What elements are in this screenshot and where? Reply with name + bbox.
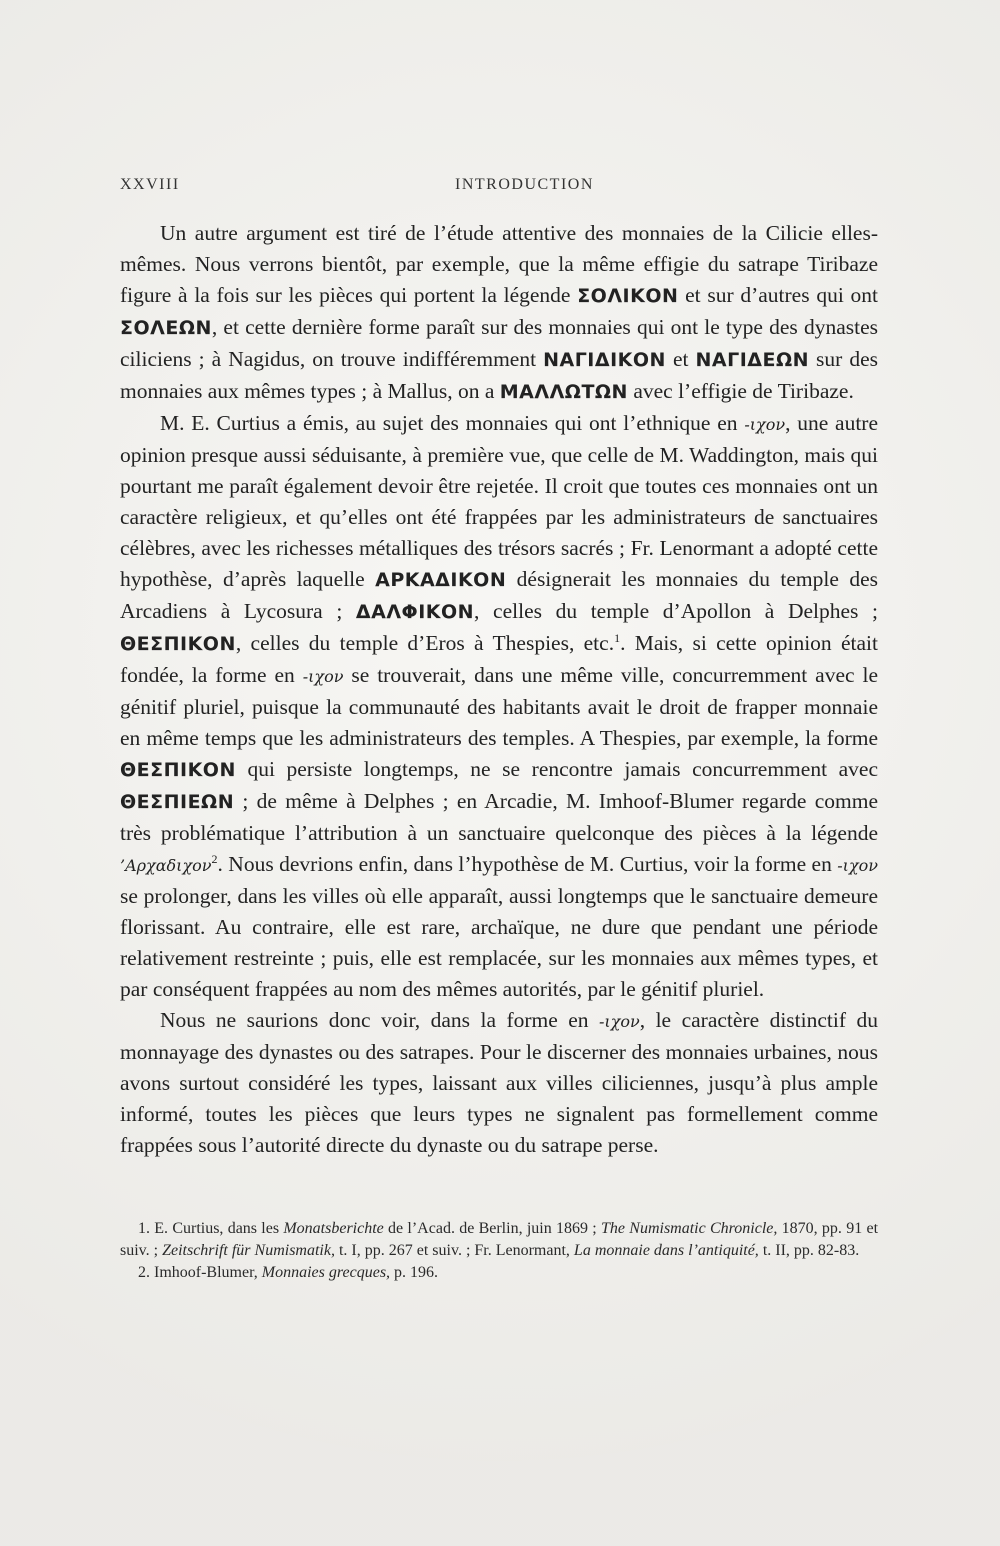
text-run: et sur d’autres qui ont xyxy=(678,283,878,307)
italic-title: La monnaie dans l’antiquité, xyxy=(573,1242,759,1259)
greek-word: ’Αρχαδιχον xyxy=(120,856,212,875)
italic-title: The Numismatic Chronicle, xyxy=(601,1220,778,1237)
text-run: t. I, pp. 267 et suiv. ; Fr. Lenormant, xyxy=(334,1242,574,1259)
text-run: . Nous devrions enfin, dans l’hypothèse de M. Curtius, voir la forme en xyxy=(217,852,838,876)
text-run: 2. Imhoof-Blumer, xyxy=(138,1264,262,1281)
text-run: t. II, pp. 82-83. xyxy=(758,1242,860,1259)
greek-suffix: -ιχον xyxy=(837,856,878,875)
text-run: , une autre opinion presque aussi séduisante, à première vue, que celle de M. Waddington, mais qui pourtant me paraît également devoir être rejetée. Il croit que toutes ces monnaies ont un caractère religieux, et qu’elles ont été frappées par les administrateurs de sanctuaires célèbres, avec les richesses métalliques des trésors sacrés ; Fr. Lenormant a adopté cette hypothèse, d’après laquelle xyxy=(120,411,879,591)
text-run: avec l’effigie de Tiribaze. xyxy=(627,379,854,403)
text-run: désignerait les monnaies du temple des Arcadiens à Lycosura ; xyxy=(120,567,878,623)
italic-title: Monnaies grecques, xyxy=(261,1264,391,1281)
text-run: , et cette dernière forme paraît sur des monnaies qui ont le type des dynastes ciliciens ; à Nagidus, on trouve indifféremment xyxy=(120,315,878,371)
greek-legend: ΜΑΛΛΩΤΩΝ xyxy=(499,381,628,403)
text-run: qui persiste longtemps, ne se rencontre jamais concurremment avec xyxy=(235,757,878,781)
text-run: . Mais, si cette opinion était fondée, la forme en xyxy=(120,631,879,687)
greek-legend: ΣΟΛΙΚΟΝ xyxy=(577,285,679,307)
greek-suffix: -ιχον xyxy=(599,1012,640,1031)
text-run: se trouverait, dans une même ville, concurremment avec le génitif pluriel, puisque la communauté des habitants avait le droit de frapper monnaie en même temps que les administrateurs des temples. A Thespies, par exemple, la forme xyxy=(120,663,878,750)
text-run: 1. E. Curtius, dans les xyxy=(138,1220,284,1237)
italic-title: Monatsberichte xyxy=(283,1220,384,1237)
footnote-ref-1[interactable]: 1 xyxy=(614,630,621,645)
footnotes xyxy=(120,1218,878,1284)
text-run: p. 196. xyxy=(390,1264,439,1281)
footnote-ref-2[interactable]: 2 xyxy=(211,851,218,866)
greek-legend: ΘΕΣΠΙΕΩΝ xyxy=(120,791,235,813)
text-run: , celles du temple d’Eros à Thespies, etc. xyxy=(235,631,615,655)
greek-legend: ΘΕΣΠΙΚΟΝ xyxy=(120,633,236,655)
greek-legend: ΝΑΓΙΔΕΩΝ xyxy=(695,349,810,371)
paragraph-2 xyxy=(120,408,878,1005)
text-run: 1870, pp. 91 et suiv. ; xyxy=(120,1220,879,1259)
footnote-2 xyxy=(120,1262,878,1284)
italic-title: Zeitschrift für Numismatik, xyxy=(162,1242,335,1259)
main-text xyxy=(120,218,878,1161)
greek-legend: ΔΑΛΦΙΚΟΝ xyxy=(355,601,475,623)
running-title: INTRODUCTION xyxy=(455,176,594,193)
greek-legend: ΝΑΓΙΔΙΚΟΝ xyxy=(543,349,666,371)
page-header xyxy=(120,176,880,206)
text-run: Nous ne saurions donc voir, dans la forme en xyxy=(160,1008,600,1032)
greek-suffix: -ιχον xyxy=(744,415,786,434)
text-run: se prolonger, dans les villes où elle apparaît, aussi longtemps que le sanctuaire demeure florissant. Au contraire, elle est rare, archaïque, ne dure que pendant une période relativement restreinte ; puis, elle est remplacée, sur les monnaies aux mêmes types, et par conséquent frappées au nom des mêmes autorités, par le génitif pluriel. xyxy=(120,884,878,1001)
text-run: sur des monnaies aux mêmes types ; à Mallus, on a xyxy=(120,347,879,403)
greek-suffix: -ιχον xyxy=(302,667,344,686)
paragraph-1 xyxy=(120,218,878,408)
paragraph-3 xyxy=(120,1005,878,1161)
text-run: de l’Acad. de Berlin, juin 1869 ; xyxy=(383,1220,601,1237)
page-number: XXVIII xyxy=(120,176,180,193)
footnote-1 xyxy=(120,1218,878,1262)
text-run: ; de même à Delphes ; en Arcadie, M. Imhoof-Blumer regarde comme très problématique l’attribution à un sanctuaire quelconque des pièces à la légende xyxy=(120,789,878,845)
greek-legend: ΣΟΛΕΩΝ xyxy=(120,317,212,339)
text-run: M. E. Curtius a émis, au sujet des monnaies qui ont l’ethnique en xyxy=(160,411,745,435)
text-run: et xyxy=(665,347,696,371)
text-run: Un autre argument est tiré de l’étude attentive des monnaies de la Cilicie elles-mêmes. Nous verrons bientôt, par exemple, que la même effigie du satrape Tiribaze figure à la fois sur les pièces qui portent la légende xyxy=(120,221,878,307)
greek-legend: ΑΡΚΑΔΙΚΟΝ xyxy=(375,569,507,591)
greek-legend: ΘΕΣΠΙΚΟΝ xyxy=(120,759,236,781)
text-run: , le caractère distinctif du monnayage des dynastes ou des satrapes. Pour le discerner des monnaies urbaines, nous avons surtout considéré les types, laissant aux villes ciliciennes, jusqu’à plus ample informé, toutes les pièces que leurs types ne signalent pas formellement comme frappées sous l’autorité directe du dynaste ou du satrape perse. xyxy=(120,1008,878,1157)
text-run: , celles du temple d’Apollon à Delphes ; xyxy=(474,599,878,623)
